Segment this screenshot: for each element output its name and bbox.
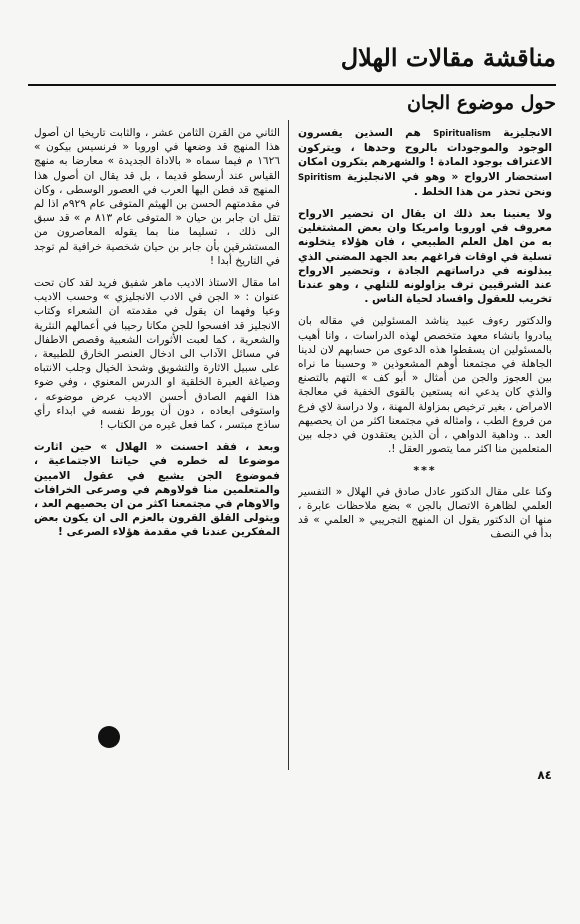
paragraph-1-text: هم السذين يفسرون الوجود والموجودات بالروح وحدها ، ويتركون الاعتراف بوجود المادة ! والشهرهم يتكرون امكان استحضار الارواح « وهو في الانجليزية	[298, 127, 552, 183]
paragraph-2: ولا يعنينا بعد ذلك ان يقال ان تحضير الارواح معروف في اوروبا وامريكا وان بعض المشتغلين به من اهل العلم الطبيعي ، فان هؤلاء يتخلونه تسلية في اوقات فراغهم بعد الجهد المضني الذي يبذلونه في دراساتهم الجادة ، وتحضير الارواح عند الشرقيين ترف يزاولونه للتلهي ، وهو عندنا تخريب للعقول وافساد لحياة الناس .	[298, 208, 552, 306]
end-mark-dot	[98, 726, 120, 748]
paragraph-7: وبعد ، فقد احسنت « الهلال » حين اثارت موضوعا له خطره في حياتنا الاجتماعية ، فموضوع الجن يشيع في عقول الاميين والمتعلمين منا فولاوهم في وصرعى الخرافات والاوهام في مجتمعنا اكثر من ان يحصيهم العد ، ويتولى القلق القرون بالعزم الى ان يكون بعض المفكرين عندنا في مقدمة هؤلاء الصرعى !	[34, 441, 280, 539]
right-column	[298, 126, 552, 761]
article-title: حول موضوع الجان	[407, 92, 556, 114]
term-label: الانجليزية	[503, 127, 552, 139]
paragraph-1-end: ونحن تحذر من هذا الخلط .	[413, 185, 552, 198]
latin-term-spiritism: Spiritism	[298, 172, 342, 183]
header-divider	[28, 84, 556, 86]
paragraph-6: اما مقال الاستاذ الاديب ماهر شفيق فريد لقد كان تحت عنوان : « الجن في الادب الانجليزي » وحسب الاديب وعيا وفهما ان يقول في مقدمته ان الشعراء وكتاب الانجليز قد افسحوا للجن مكانا رحيبا في أعمالهم النثرية والشعرية ، كما لعبت الأثورات الشعبية وقصص الاطفال في مسائل الآداب الى ادخال العنصر الخارق للطبيعة ، على سبيل الاثارة والتشويق وشحذ الخيال وجلب الانتباه وصياغة العبرة الخلقية او الدرس المعنوي ، وفي ضوء هذا الفهم الصادق أحسن الاديب عرض موضوعه ، واستوفى ابعاده ، دون أن يورط نفسه في ابداء رأي ساذج مبتسر ، كما فعل غيره من الكتاب !	[34, 277, 280, 432]
left-column	[34, 126, 280, 766]
paragraph-5: الثاني من القرن الثامن عشر ، والثابت تاريخيا ان أصول هذا المنهج قد وضعها في اوروبا « فرنسيس بيكون » ١٦٢٦ م فيما سماه « بالاداة الجديدة » معارضا به منهج القياس عند أرسطو قديما ، بل قد يقال ان أصول هذا المنهج قد فطن اليها العرب في العصور الوسطى ، وكان في مقدمتهم الحسن بن الهيثم المتوفى عام ٩٢٩م اذا لم تقل ان جابر بن حيان « المتوفى عام ٨١٣ م » قد سبق الى ذلك ، تسليما منا بما يقوله المعاصرون من المستشرقين بأن جابر بن حيان شخصية خرافية لم توجد في التاريخ أبدا !	[34, 127, 280, 267]
paragraph-1	[298, 126, 552, 199]
page-header-title: مناقشة مقالات الهلال	[340, 43, 556, 72]
paragraph-4: وكنا على مقال الدكتور عادل صادق في الهلال « التفسير العلمي لظاهرة الاتصال بالجن » بضع ملاحظات عابرة ، منها ان الدكتور يقول ان المنهج التجريبي « العلمي » قد بدأ في النصف	[298, 485, 552, 541]
page-number: ٨٤	[537, 768, 552, 782]
section-separator-stars: ***	[413, 464, 437, 478]
paragraph-3: والدكتور رءوف عبيد يناشد المسئولين في مقاله بان يبادروا بانشاء معهد متخصص لهذه الدراسات ، وانا أهيب بالمسئولين ان يسقطوا هذه الدعوى من حسابهم لان لدينا الجاهلة في مجتمعنا أوهم المشعوذين « وحسبنا ما نراه بين العجوز والجن من أمثال « أبو كف » التهم بالتصنع والذي كان يدعي انه يستعين بالقوى الخفية في معالجة الامراض ، بغير ترخيص بمزاولة المهنة ، ولا دراسة لاي فرع من فروع الطب ، وامثاله في مجتمعنا اكثر من ان يحصيهم العد .. وداهية الدواهي ، أن الذين يعتقدون في دجله بين المتعلمين منا اكثر مما يتصور العقل !.	[298, 315, 552, 456]
column-divider	[288, 120, 289, 770]
latin-term-spiritualism: Spiritualism	[433, 129, 491, 139]
